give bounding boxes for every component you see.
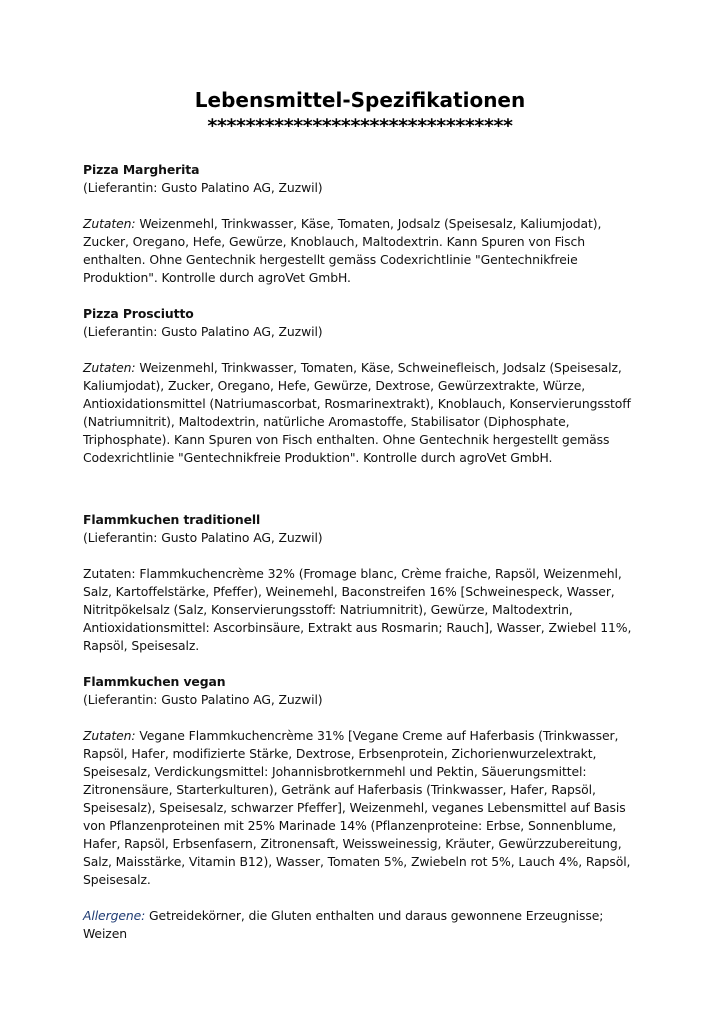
product-supplier: (Lieferantin: Gusto Palatino AG, Zuzwil) [83, 530, 323, 545]
product-name: Flammkuchen vegan [83, 674, 226, 689]
product-flammkuchen-vegan [83, 673, 643, 943]
ingredients-label: Zutaten: [83, 216, 136, 231]
product-pizza-prosciutto [83, 305, 643, 467]
ingredients-text: Vegane Flammkuchencrème 31% [Vegane Creme auf Haferbasis (Trinkwasser, Rapsöl, Hafer, modifizierte Stärke, Dextrose, Erbsenprotein, Zichorienwurzelextrakt, Speisesalz, Verdickungsmittel: Johannisbrotkernmehl und Pektin, Säuerungsmittel: Zitronensäure, Starterkulturen), Getränk auf Haferbasis (Trinkwasser, Hafer, Rapsöl, Speisesalz), Speisesalz, schwarzer Pfeffer], Weizenmehl, veganes Lebensmittel auf Basis von Pflanzenproteinen mit 25% Marinade 14% (Pflanzenproteine: Erbse, Sonnenblume, Hafer, Rapsöl, Erbsenfasern, Zitronensaft, Weissweinessig, Kräuter, Gewürzzubereitung, Salz, Maisstärke, Vitamin B12), Wasser, Tomaten 5%, Zwiebeln rot 5%, Lauch 4%, Rapsöl, Speisesalz. [83, 728, 631, 887]
ingredients-label: Zutaten: [83, 360, 136, 375]
document-body [83, 161, 643, 943]
product-supplier: (Lieferantin: Gusto Palatino AG, Zuzwil) [83, 180, 323, 195]
product-name: Flammkuchen traditionell [83, 512, 261, 527]
product-ingredients: Zutaten: Flammkuchencrème 32% (Fromage blanc, Crème fraiche, Rapsöl, Weizenmehl, Salz, Kartoffelstärke, Pfeffer), Weinemehl, Baconstreifen 16% [Schweinespeck, Wasser, Nitritpökelsalz (Salz, Konservierungsstoff: Natriumnitrit), Gewürze, Maltodextrin, Antioxidationsmittel: Ascorbinsäure, Extrakt aus Rosmarin; Rauch], Wasser, Zwiebel 11%, Rapsöl, Speisesalz. [83, 566, 632, 653]
document-title: Lebensmittel-Spezifikationen [194, 88, 526, 112]
product-allergens [83, 907, 643, 943]
allergens-label: Allergene: [83, 908, 146, 923]
product-supplier: (Lieferantin: Gusto Palatino AG, Zuzwil) [83, 324, 323, 339]
product-ingredients [83, 359, 643, 467]
product-ingredients [83, 727, 643, 889]
product-supplier: (Lieferantin: Gusto Palatino AG, Zuzwil) [83, 692, 323, 707]
ingredients-text: Weizenmehl, Trinkwasser, Käse, Tomaten, Jodsalz (Speisesalz, Kaliumjodat), Zucker, Oregano, Hefe, Gewürze, Knoblauch, Maltodextrin. Kann Spuren von Fisch enthalten. Ohne Gentechnik hergestellt gemäss Codexrichtlinie "Gentechnikfreie Produktion". Kontrolle durch agroVet GmbH. [83, 216, 602, 285]
allergens-text: Getreidekörner, die Gluten enthalten und daraus gewonnene Erzeugnisse; Weizen [83, 908, 604, 941]
product-ingredients [83, 215, 643, 287]
ingredients-label: Zutaten: [83, 728, 136, 743]
title-underline-stars: ******************************** [207, 115, 513, 137]
product-name: Pizza Prosciutto [83, 306, 194, 321]
product-flammkuchen-traditionell [83, 511, 643, 655]
product-name: Pizza Margherita [83, 162, 200, 177]
product-pizza-margherita [83, 161, 643, 287]
ingredients-text: Weizenmehl, Trinkwasser, Tomaten, Käse, Schweinefleisch, Jodsalz (Speisesalz, Kaliumjodat), Zucker, Oregano, Hefe, Gewürze, Dextrose, Gewürzextrakte, Würze, Antioxidationsmittel (Natriumascorbat, Rosmarinextrakt), Knoblauch, Konservierungsstoff (Natriumnitrit), Maltodextrin, natürliche Aromastoffe, Stabilisator (Diphosphate, Triphosphate). Kann Spuren von Fisch enthalten. Ohne Gentechnik hergestellt gemäss Codexrichtlinie "Gentechnikfreie Produktion". Kontrolle durch agroVet GmbH. [83, 360, 631, 465]
